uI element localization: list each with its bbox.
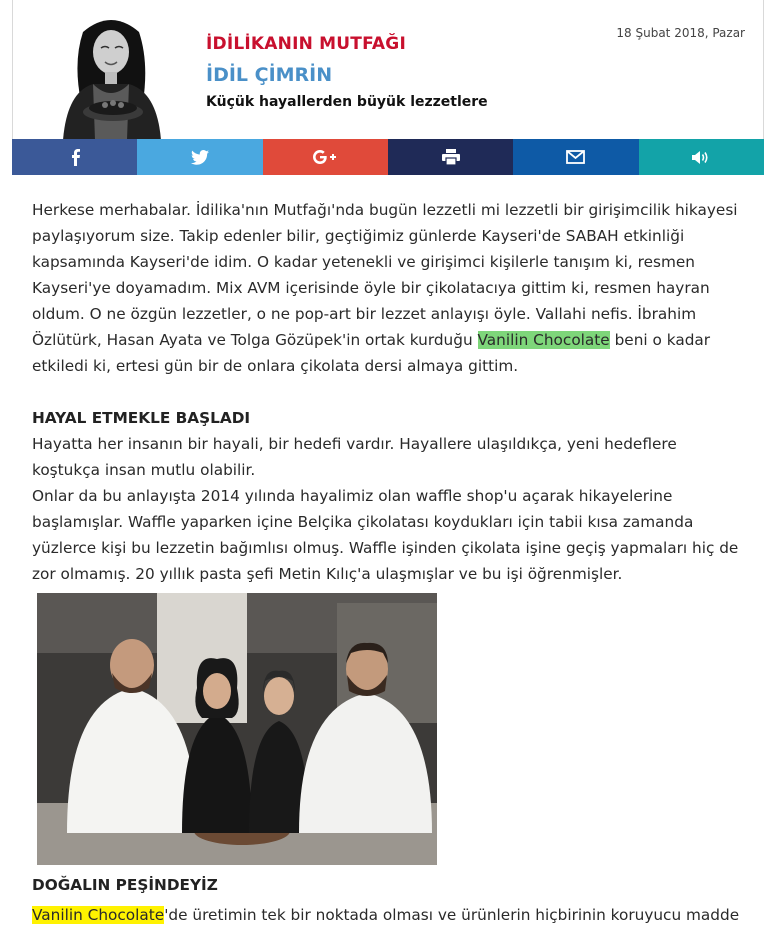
share-facebook-button[interactable]: [12, 139, 137, 175]
section-heading: HAYAL ETMEKLE BAŞLADI: [32, 409, 251, 427]
publish-date: 18 Şubat 2018, Pazar: [616, 26, 745, 40]
vanilin-chocolate-link[interactable]: Vanilin Chocolate: [477, 331, 610, 349]
author-name: İDİL ÇİMRİN: [206, 64, 333, 86]
twitter-icon: [191, 150, 209, 165]
article-tagline: Küçük hayallerden büyük lezzetlere: [206, 94, 488, 110]
paragraph-last: Vanilin Chocolate'de üretimin tek bir noktada olması ve ürünlerin hiçbirinin koruyucu madde: [32, 906, 740, 924]
speaker-icon: [692, 150, 710, 165]
print-button[interactable]: [388, 139, 513, 175]
facebook-icon: [69, 148, 81, 166]
email-icon: [566, 150, 585, 164]
share-bar: [12, 139, 764, 175]
google-plus-icon: [312, 149, 338, 165]
vanilin-chocolate-link-2[interactable]: Vanilin Chocolate: [32, 906, 165, 924]
author-portrait: [53, 12, 171, 140]
blog-brand-title: İDİLİKANIN MUTFAĞI: [206, 34, 406, 54]
share-twitter-button[interactable]: [137, 139, 262, 175]
share-email-button[interactable]: [513, 139, 638, 175]
listen-audio-button[interactable]: [639, 139, 764, 175]
paragraph: Hayatta her insanın bir hayali, bir hedefi vardır. Hayallere ulaşıldıkça, yeni hedeflere koştukça insan mutlu olabilir.: [32, 435, 677, 479]
article-photo: [37, 593, 437, 865]
site-header: [12, 0, 764, 141]
print-icon: [442, 149, 460, 165]
article-body: [32, 197, 744, 587]
intro-paragraph: Herkese merhabalar. İdilika'nın Mutfağı'nda bugün lezzetli mi lezzetli bir girişimcilik hikayesi paylaşıyorum size. Takip edenler bilir, geçtiğimiz günlerde Kayseri'de SABAH etkinliği kapsamında Kayseri'de idim. O kadar yetenekli ve girişimci kişilerle tanışım ki, resmen Kayseri'ye doyamadım. Mix AVM içerisinde öyle bir çikolatacıya gittim ki, resmen hayran oldum. O ne özgün lezzetler, o ne pop-art bir lezzet anlayışı öyle. Vallahi nefis. İbrahim Özlütürk, Hasan Ayata ve Tolga Gözüpek'in ortak kurduğu Vanilin Chocolate beni o kadar etkiledi ki, ertesi gün bir de onlara çikolata dersi almaya gittim.: [32, 201, 738, 375]
share-google-plus-button[interactable]: [263, 139, 388, 175]
section-heading-2: DOĞALIN PEŞİNDEYİZ: [32, 876, 218, 894]
paragraph: Onlar da bu anlayışta 2014 yılında hayalimiz olan waffle shop'u açarak hikayelerine başlamışlar. Waffle yaparken içine Belçika çikolatası koydukları için tabii kısa zamanda yüzlerce kişi bu lezzetin bağımlısı olmuş. Waffle işinden çikolata işine geçiş yapmaları hiç de zor olmamış. 20 yıllık pasta şefi Metin Kılıç'a ulaşmışlar ve bu işi öğrenmişler.: [32, 487, 739, 583]
